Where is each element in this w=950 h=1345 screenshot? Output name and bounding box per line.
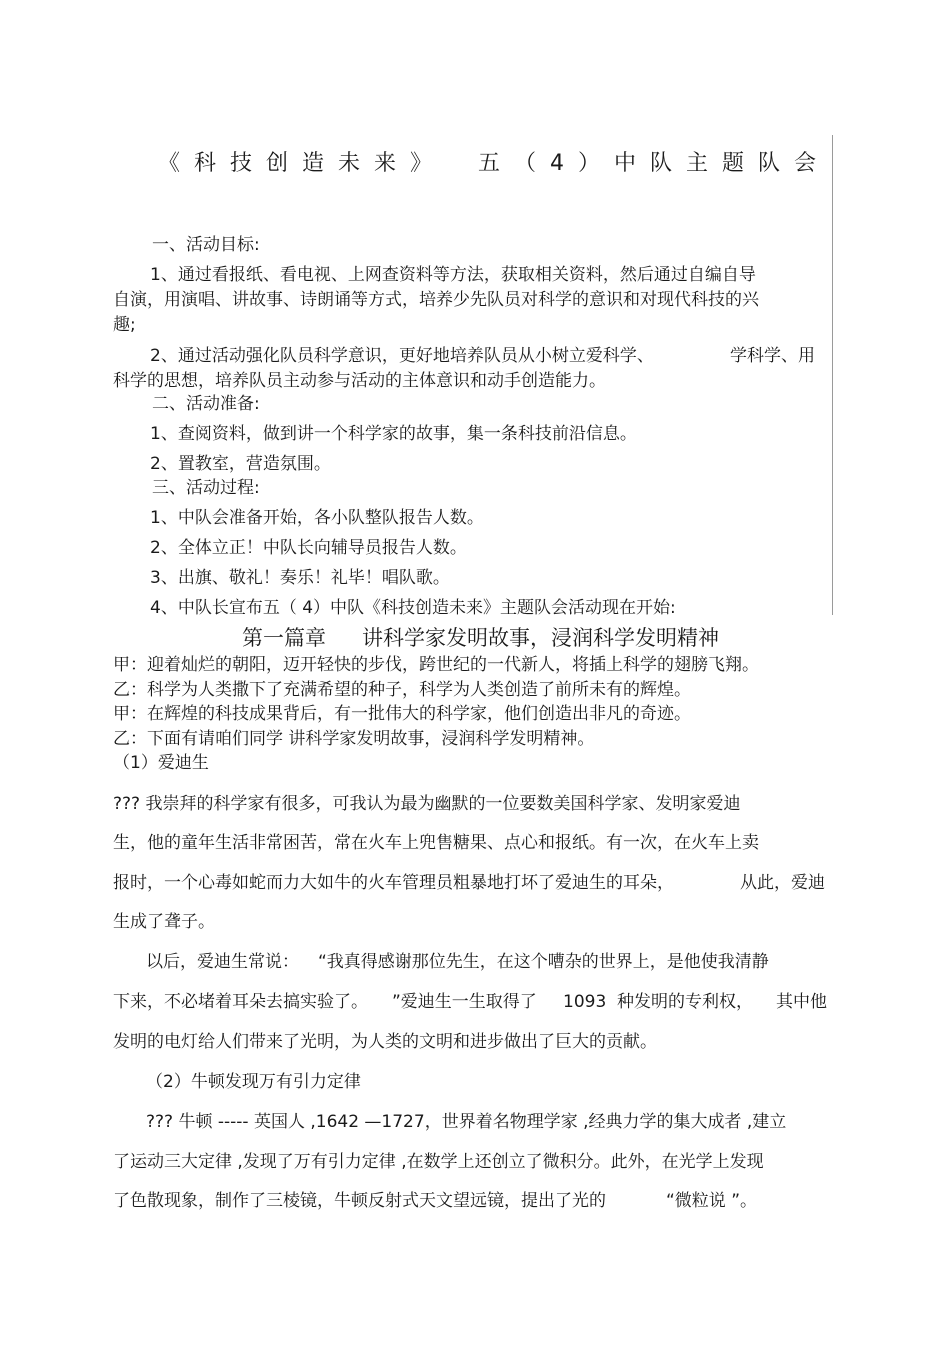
section3-item1: 1、中队会准备开始，各小队整队报告人数。 [150,508,484,528]
section3-item4: 4、中队长宣布五（ 4）中队《科技创造未来》主题队会活动现在开始: [150,598,676,618]
section3-item2: 2、全体立正！中队长向辅导员报告人数。 [150,538,467,558]
edison-p2-line2b: ”爱迪生一生取得了 [392,992,537,1012]
section2-item1: 1、查阅资料，做到讲一个科学家的故事，集一条科技前沿信息。 [150,424,637,444]
edison-p2-line1b: “我真得感谢那位先生，在这个嘈杂的世界上，是他使我清静 [318,952,769,972]
section2-heading: 二、活动准备: [152,394,260,414]
section2-item2: 2、置教室，营造氛围。 [150,454,331,474]
edison-p2-line2d: 种发明的专利权， [617,992,753,1012]
newton-heading: （2）牛顿发现万有引力定律 [146,1072,361,1092]
dialogue-line: 甲：迎着灿烂的朝阳，迈开轻快的步伐，跨世纪的一代新人，将插上科学的翅膀飞翔。 [113,655,759,675]
section3-heading: 三、活动过程: [152,478,260,498]
edison-p1-line3b: 从此，爱迪 [740,873,825,893]
newton-line1: ??? 牛顿 ----- 英国人 ,1642 —1727，世界着名物理学家 ,经典力学的集大成者 ,建立 [146,1112,787,1132]
edison-p1-line1: ??? 我崇拜的科学家有很多，可我认为最为幽默的一位要数美国科学家、发明家爱迪 [113,794,741,814]
newton-line3a: 了色散现象，制作了三棱镜，牛顿反射式天文望远镜，提出了光的 [113,1191,606,1211]
edison-p2-line3: 发明的电灯给人们带来了光明，为人类的文明和进步做出了巨大的贡献。 [113,1032,657,1052]
section3-item3: 3、出旗、敬礼！奏乐！礼毕！唱队歌。 [150,568,450,588]
section1-item1-line1: 1、通过看报纸、看电视、上网查资料等方法，获取相关资料，然后通过自编自导 [150,265,756,285]
section1-item2-line2: 科学的思想，培养队员主动参与活动的主体意识和动手创造能力。 [113,371,606,391]
edison-heading: （1）爱迪生 [113,753,209,773]
chapter-part: 第一篇章 [242,626,326,650]
edison-p1-line2: 生，他的童年生活非常困苦，常在火车上兜售糖果、点心和报纸。有一次，在火车上卖 [113,833,759,853]
doc-title-left: 《科技创造未来》 [158,151,447,176]
edison-p2-line2e: 其中他 [776,992,827,1012]
section1-item2-line1b: 学科学、用 [730,346,815,366]
dialogue-line: 甲：在辉煌的科技成果背后，有一批伟大的科学家，他们创造出非凡的奇迹。 [113,704,691,724]
dialogue-line: 乙：下面有请咱们同学 讲科学家发明故事，浸润科学发明精神。 [113,729,595,749]
section1-item1-line3: 趣; [113,315,136,335]
dialogue-line: 乙：科学为人类撒下了充满希望的种子，科学为人类创造了前所未有的辉煌。 [113,680,691,700]
section1-heading: 一、活动目标: [152,235,260,255]
section1-item1-line2: 自演，用演唱、讲故事、诗朗诵等方式，培养少先队员对科学的意识和对现代科技的兴 [113,290,759,310]
doc-title-right: 五（4）中队主题队会 [478,151,830,176]
chapter-heading [242,622,719,652]
edison-p2-line2a: 下来，不必堵着耳朵去搞实验了。 [113,992,368,1012]
edison-p2-line1a: 以后，爱迪生常说： [146,952,299,972]
margin-rule [832,135,833,615]
chapter-title: 讲科学家发明故事，浸润科学发明精神 [362,626,719,650]
edison-p1-line3a: 报时，一个心毒如蛇而力大如牛的火车管理员粗暴地打坏了爱迪生的耳朵， [113,873,674,893]
newton-line2: 了运动三大定律 ,发现了万有引力定律 ,在数学上还创立了微积分。此外，在光学上发现 [113,1152,764,1172]
section1-item2-line1a: 2、通过活动强化队员科学意识，更好地培养队员从小树立爱科学、 [150,346,654,366]
edison-p2-line2c: 1093 [563,992,607,1012]
newton-line3b: “微粒说 ”。 [666,1191,758,1211]
edison-p1-line4: 生成了聋子。 [113,912,215,932]
